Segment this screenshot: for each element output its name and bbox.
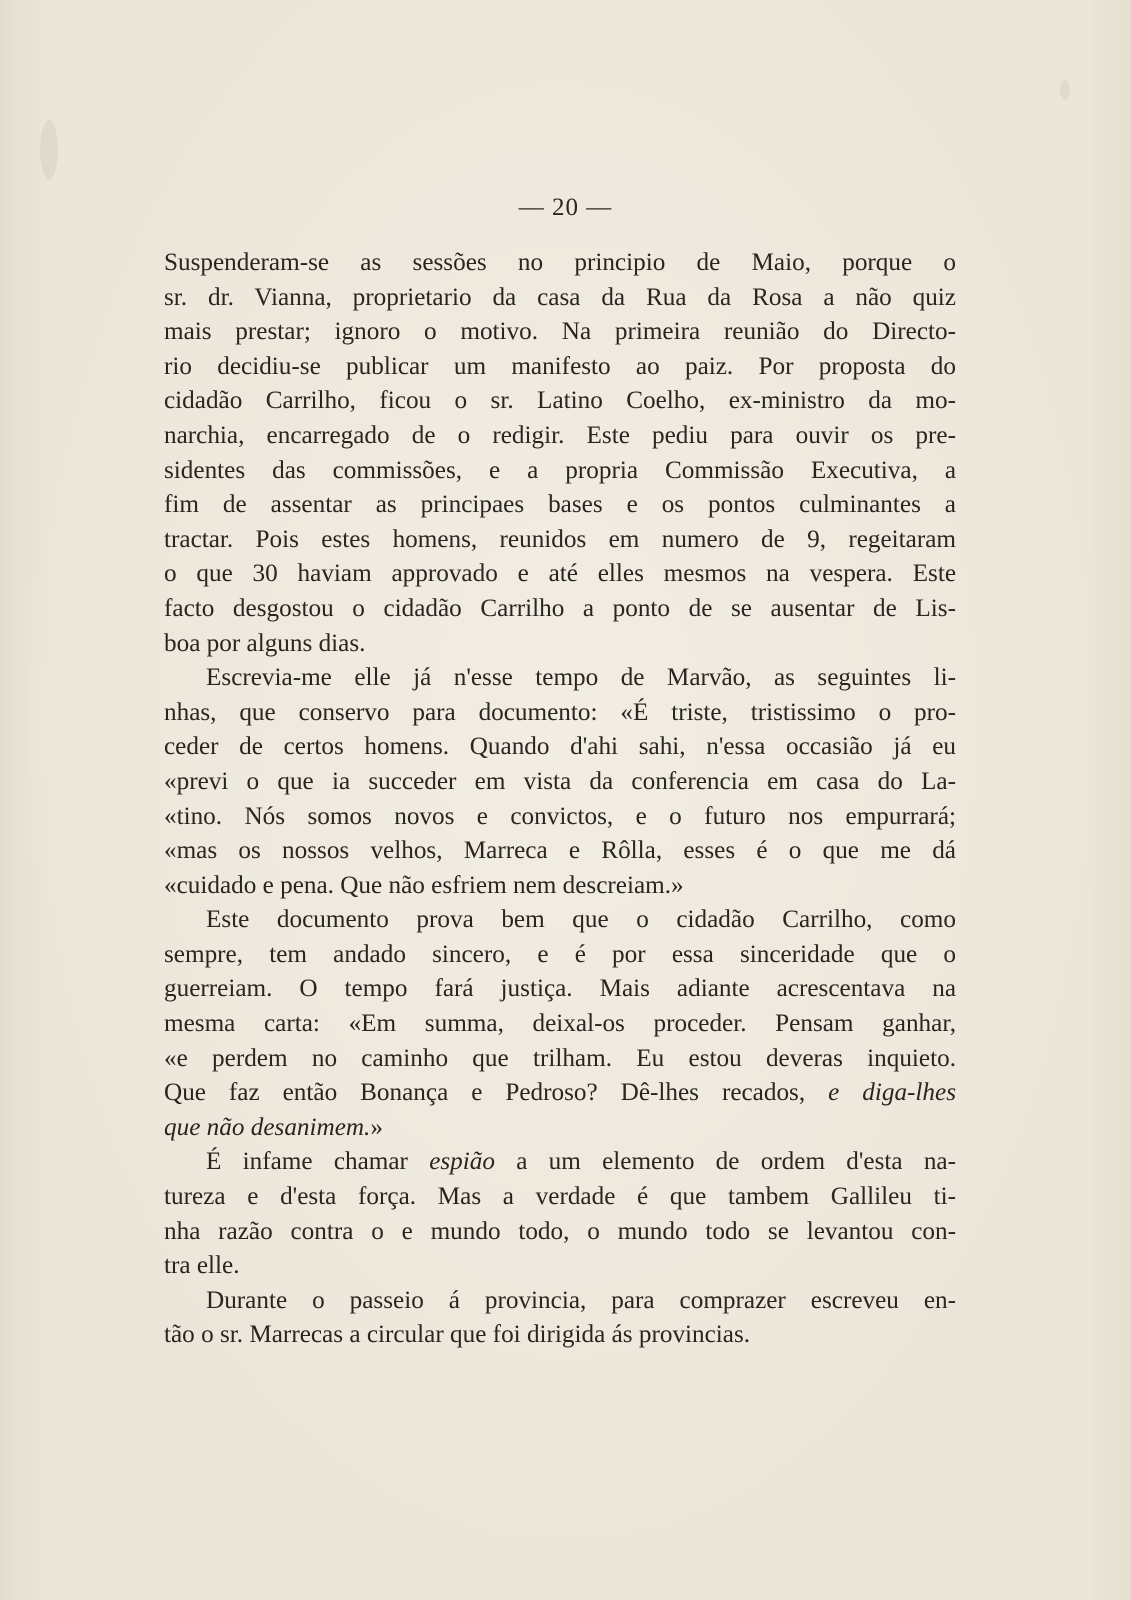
text-segment: tão o sr. Marrecas a circular que foi dirigida ás provincias.: [164, 1321, 751, 1349]
paper-stain: [1060, 80, 1070, 100]
text-segment: mesma carta: «Em summa, deixal-os proceder. Pensam ganhar,: [164, 1010, 956, 1038]
text-line: [164, 281, 956, 316]
text-line: [164, 1249, 956, 1284]
text-line: [164, 1318, 956, 1353]
text-line: [164, 834, 956, 869]
text-line: [164, 869, 956, 904]
text-line: [164, 1007, 956, 1042]
text-segment: «mas os nossos velhos, Marreca e Rôlla, esses é o que me dá: [164, 837, 956, 865]
text-line: [164, 1215, 956, 1250]
text-line: [164, 765, 956, 800]
text-line: [164, 454, 956, 489]
italic-text: que não desanimem.: [164, 1113, 371, 1141]
text-segment: rio decidiu-se publicar um manifesto ao paiz. Por proposta do: [164, 352, 956, 380]
text-line: [164, 384, 956, 419]
text-line: [164, 972, 956, 1007]
text-line: [164, 800, 956, 835]
body-text: [164, 246, 956, 1353]
text-segment: facto desgostou o cidadão Carrilho a ponto de se ausentar de Lis-: [164, 594, 956, 622]
text-line: [164, 1284, 956, 1319]
text-segment: boa por alguns dias.: [164, 629, 366, 657]
text-segment: «tino. Nós somos novos e convictos, e o futuro nos empurrará;: [164, 802, 956, 830]
text-segment: guerreiam. O tempo fará justiça. Mais adiante acrescentava na: [164, 975, 956, 1003]
text-segment: «previ o que ia succeder em vista da conferencia em casa do La-: [164, 767, 956, 795]
text-segment: mais prestar; ignoro o motivo. Na primeira reunião do Directo-: [164, 318, 956, 346]
page-number: — 20 —: [518, 194, 613, 221]
text-line: [164, 419, 956, 454]
text-segment: nha razão contra o e mundo todo, o mundo todo se levantou con-: [164, 1217, 956, 1245]
italic-text: e diga-lhes: [828, 1079, 957, 1107]
text-line: [164, 246, 956, 281]
text-segment: »: [370, 1113, 383, 1141]
text-line: [164, 523, 956, 558]
text-segment: sidentes das commissões, e a propria Commissão Executiva, a: [164, 456, 956, 484]
text-segment: sempre, tem andado sincero, e é por essa sinceridade que o: [164, 940, 956, 968]
text-segment: fim de assentar as principaes bases e os pontos culminantes a: [164, 491, 956, 519]
text-segment: sr. dr. Vianna, proprietario da casa da Rua da Rosa a não quiz: [164, 283, 956, 311]
text-segment: É infame chamar: [206, 1148, 430, 1176]
text-segment: Este documento prova bem que o cidadão Carrilho, como: [206, 906, 956, 934]
text-line: [164, 903, 956, 938]
text-segment: Durante o passeio á provincia, para comprazer escreveu en-: [206, 1286, 956, 1314]
text-line: [164, 1145, 956, 1180]
text-segment: Que faz então Bonança e Pedroso? Dê-lhes recados,: [164, 1079, 829, 1107]
text-segment: o que 30 haviam approvado e até elles mesmos na vespera. Este: [164, 560, 956, 588]
text-line: [164, 488, 956, 523]
text-line: [164, 627, 956, 662]
text-segment: tureza e d'esta força. Mas a verdade é que tambem Gallileu ti-: [164, 1183, 956, 1211]
text-segment: «e perdem no caminho que trilham. Eu estou deveras inquieto.: [164, 1044, 956, 1072]
text-line: [164, 696, 956, 731]
text-line: [164, 592, 956, 627]
text-line: [164, 1180, 956, 1215]
text-segment: ceder de certos homens. Quando d'ahi sahi, n'essa occasião já eu: [164, 733, 956, 761]
text-segment: «cuidado e pena. Que não esfriem nem descreiam.»: [164, 871, 684, 899]
text-segment: tractar. Pois estes homens, reunidos em numero de 9, regeitaram: [164, 525, 956, 553]
text-line: [164, 661, 956, 696]
text-line: [164, 557, 956, 592]
text-line: [164, 350, 956, 385]
text-line: [164, 1111, 956, 1146]
text-line: [164, 315, 956, 350]
text-line: [164, 1076, 956, 1111]
text-segment: Escrevia-me elle já n'esse tempo de Marvão, as seguintes li-: [206, 664, 956, 692]
text-segment: cidadão Carrilho, ficou o sr. Latino Coelho, ex-ministro da mo-: [164, 387, 956, 415]
text-line: [164, 938, 956, 973]
text-segment: narchia, encarregado de o redigir. Este pediu para ouvir os pre-: [164, 421, 956, 449]
text-segment: nhas, que conservo para documento: «É triste, tristissimo o pro-: [164, 698, 956, 726]
text-segment: a um elemento de ordem d'esta na-: [494, 1148, 957, 1176]
text-line: [164, 1042, 956, 1077]
text-segment: Suspenderam-se as sessões no principio de Maio, porque o: [164, 249, 956, 276]
text-segment: tra elle.: [164, 1252, 240, 1280]
paper-stain: [40, 120, 58, 180]
text-line: [164, 730, 956, 765]
italic-text: espião: [429, 1148, 495, 1176]
